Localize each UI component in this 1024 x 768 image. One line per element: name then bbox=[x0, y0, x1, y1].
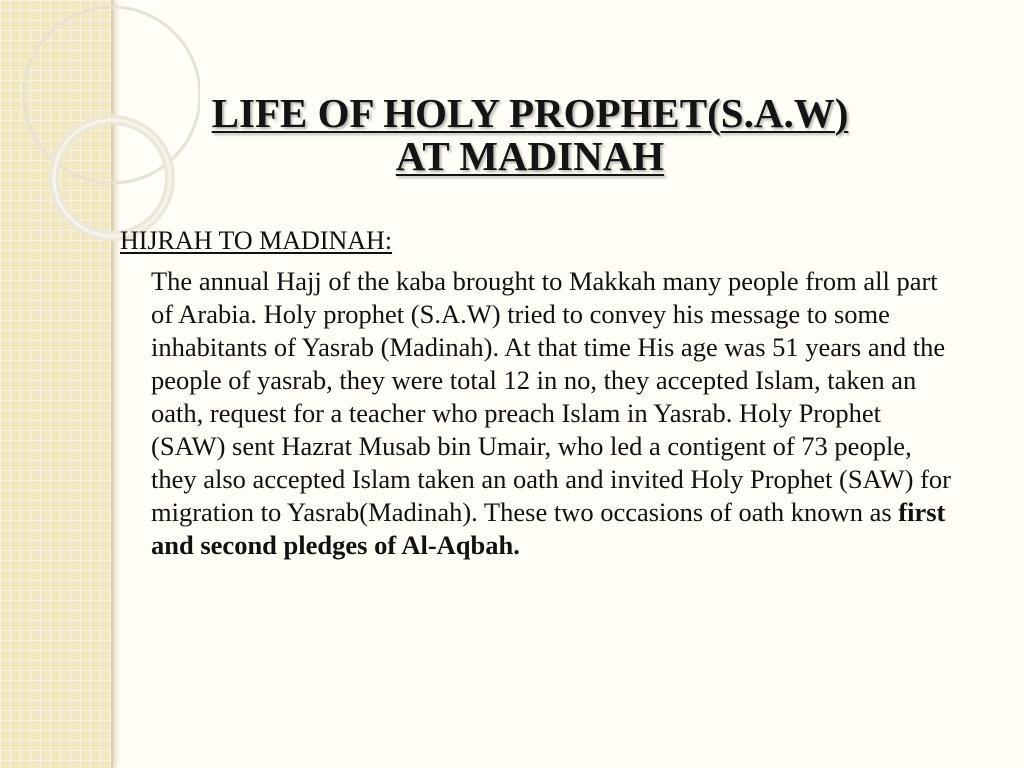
section-subheading: HIJRAH TO MADINAH: bbox=[120, 226, 393, 255]
body-paragraph bbox=[151, 265, 951, 562]
slide-title bbox=[110, 92, 950, 178]
title-line-2: AT MADINAH bbox=[395, 133, 665, 179]
paragraph-text: The annual Hajj of the kaba brought to Makkah many people from all part of Arabia. Holy prophet (S.A.W) tried to convey his message to some inhabitants of Yasrab (Madinah). At that time His age was 51 years and the people of yasrab, they were total 12 in no, they accepted Islam, taken an oath, request for a teacher who preach Islam in Yasrab. Holy Prophet (SAW) sent Hazrat Musab bin Umair, who led a contigent of 73 people, they also accepted Islam taken an oath and invited Holy Prophet (SAW) for migration to Yasrab(Madinah). These two occasions of oath known as bbox=[151, 266, 951, 527]
decorative-side-panel bbox=[0, 0, 113, 768]
title-line-1: LIFE OF HOLY PROPHET(S.A.W) bbox=[211, 90, 849, 136]
paragraph-bold-text: first and second pledges of Al-Aqbah. bbox=[151, 497, 946, 560]
